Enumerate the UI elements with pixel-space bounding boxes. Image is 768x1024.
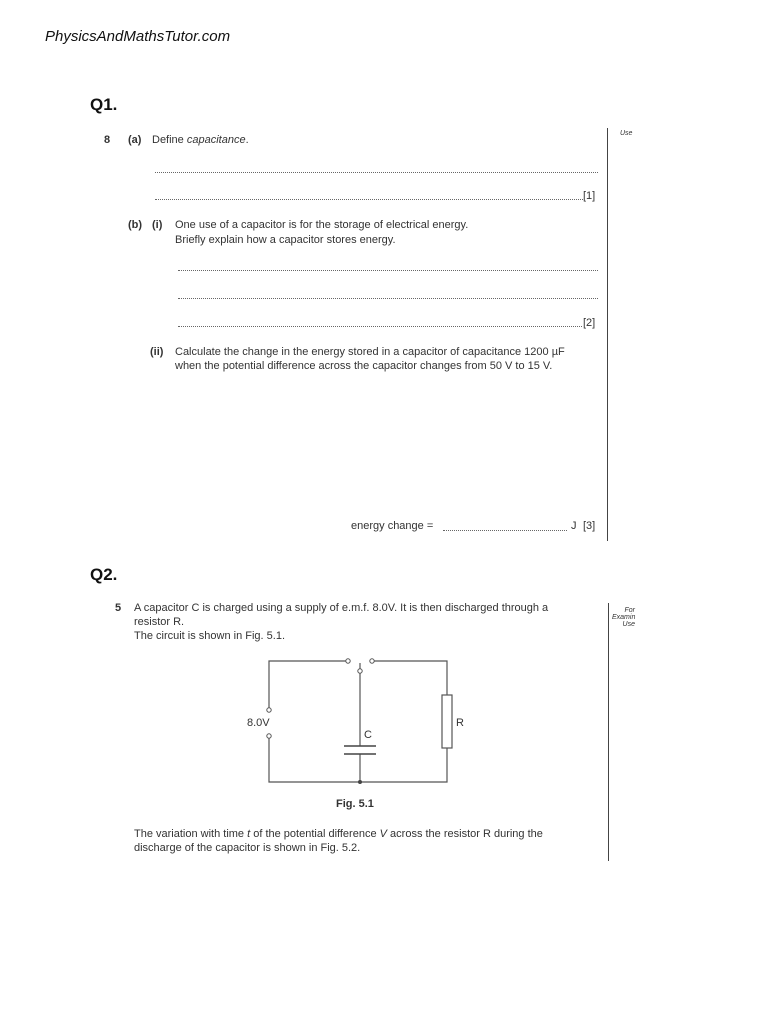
answer-label: energy change =	[351, 520, 434, 532]
answer-field[interactable]	[443, 530, 567, 531]
q1-part-b-ii-label: (ii)	[150, 346, 164, 358]
q2-text-line3: The circuit is shown in Fig. 5.1.	[134, 630, 286, 642]
mark-allocation: [3]	[583, 520, 596, 532]
junction-dot	[358, 780, 362, 784]
margin-rule	[607, 128, 608, 541]
q2-text-line2: resistor R.	[134, 616, 185, 628]
wire	[269, 738, 447, 782]
examiner-column-label: Use	[620, 130, 633, 137]
mark-allocation: [1]	[583, 190, 596, 202]
answer-unit: J	[571, 520, 577, 532]
resistor-symbol	[442, 695, 452, 748]
answer-line[interactable]	[155, 172, 598, 173]
answer-line[interactable]	[178, 298, 598, 299]
switch-contact	[346, 659, 350, 663]
figure-caption: Fig. 5.1	[336, 798, 374, 810]
switch-contact	[370, 659, 374, 663]
question-2-heading: Q2.	[90, 565, 118, 584]
q1-part-b-i-label: (i)	[152, 219, 163, 231]
mark-allocation: [2]	[583, 317, 596, 329]
wire	[269, 661, 346, 708]
examiner-column-label: For Examin Use	[612, 607, 636, 628]
supply-label: 8.0V	[247, 717, 270, 729]
q2-number: 5	[115, 602, 122, 614]
q1-part-b-ii-line1: Calculate the change in the energy stored in a capacitor of capacitance 1200 µF	[175, 346, 565, 358]
supply-terminal	[267, 708, 271, 712]
circuit-diagram	[230, 650, 490, 790]
q1-part-b-label: (b)	[128, 219, 143, 231]
supply-terminal	[267, 734, 271, 738]
capacitor-label: C	[364, 729, 372, 741]
q2-text-line1: A capacitor C is charged using a supply of e.m.f. 8.0V. It is then discharged through a	[134, 602, 549, 614]
q1-number: 8	[104, 134, 111, 146]
q1-part-b-ii-line2: when the potential difference across the capacitor changes from 50 V to 15 V.	[175, 360, 553, 372]
switch-pivot	[358, 669, 362, 673]
resistor-label: R	[456, 717, 464, 729]
q2-paragraph-line2: discharge of the capacitor is shown in Fig. 5.2.	[134, 842, 361, 854]
answer-line[interactable]	[178, 270, 598, 271]
answer-line[interactable]	[155, 199, 583, 200]
q1-part-b-i-line1: One use of a capacitor is for the storage of electrical energy.	[175, 219, 469, 231]
q1-part-a-label: (a)	[128, 134, 142, 146]
question-1-heading: Q1.	[90, 95, 118, 114]
answer-line[interactable]	[178, 326, 582, 327]
q1-part-b-i-line2: Briefly explain how a capacitor stores energy.	[175, 234, 396, 246]
q1-part-a-text: Define capacitance.	[152, 134, 249, 146]
site-name: PhysicsAndMathsTutor.com	[45, 28, 231, 45]
q2-paragraph-line1: The variation with time t of the potential difference V across the resistor R during the	[134, 828, 543, 840]
margin-rule	[608, 603, 609, 861]
wire	[374, 661, 447, 695]
